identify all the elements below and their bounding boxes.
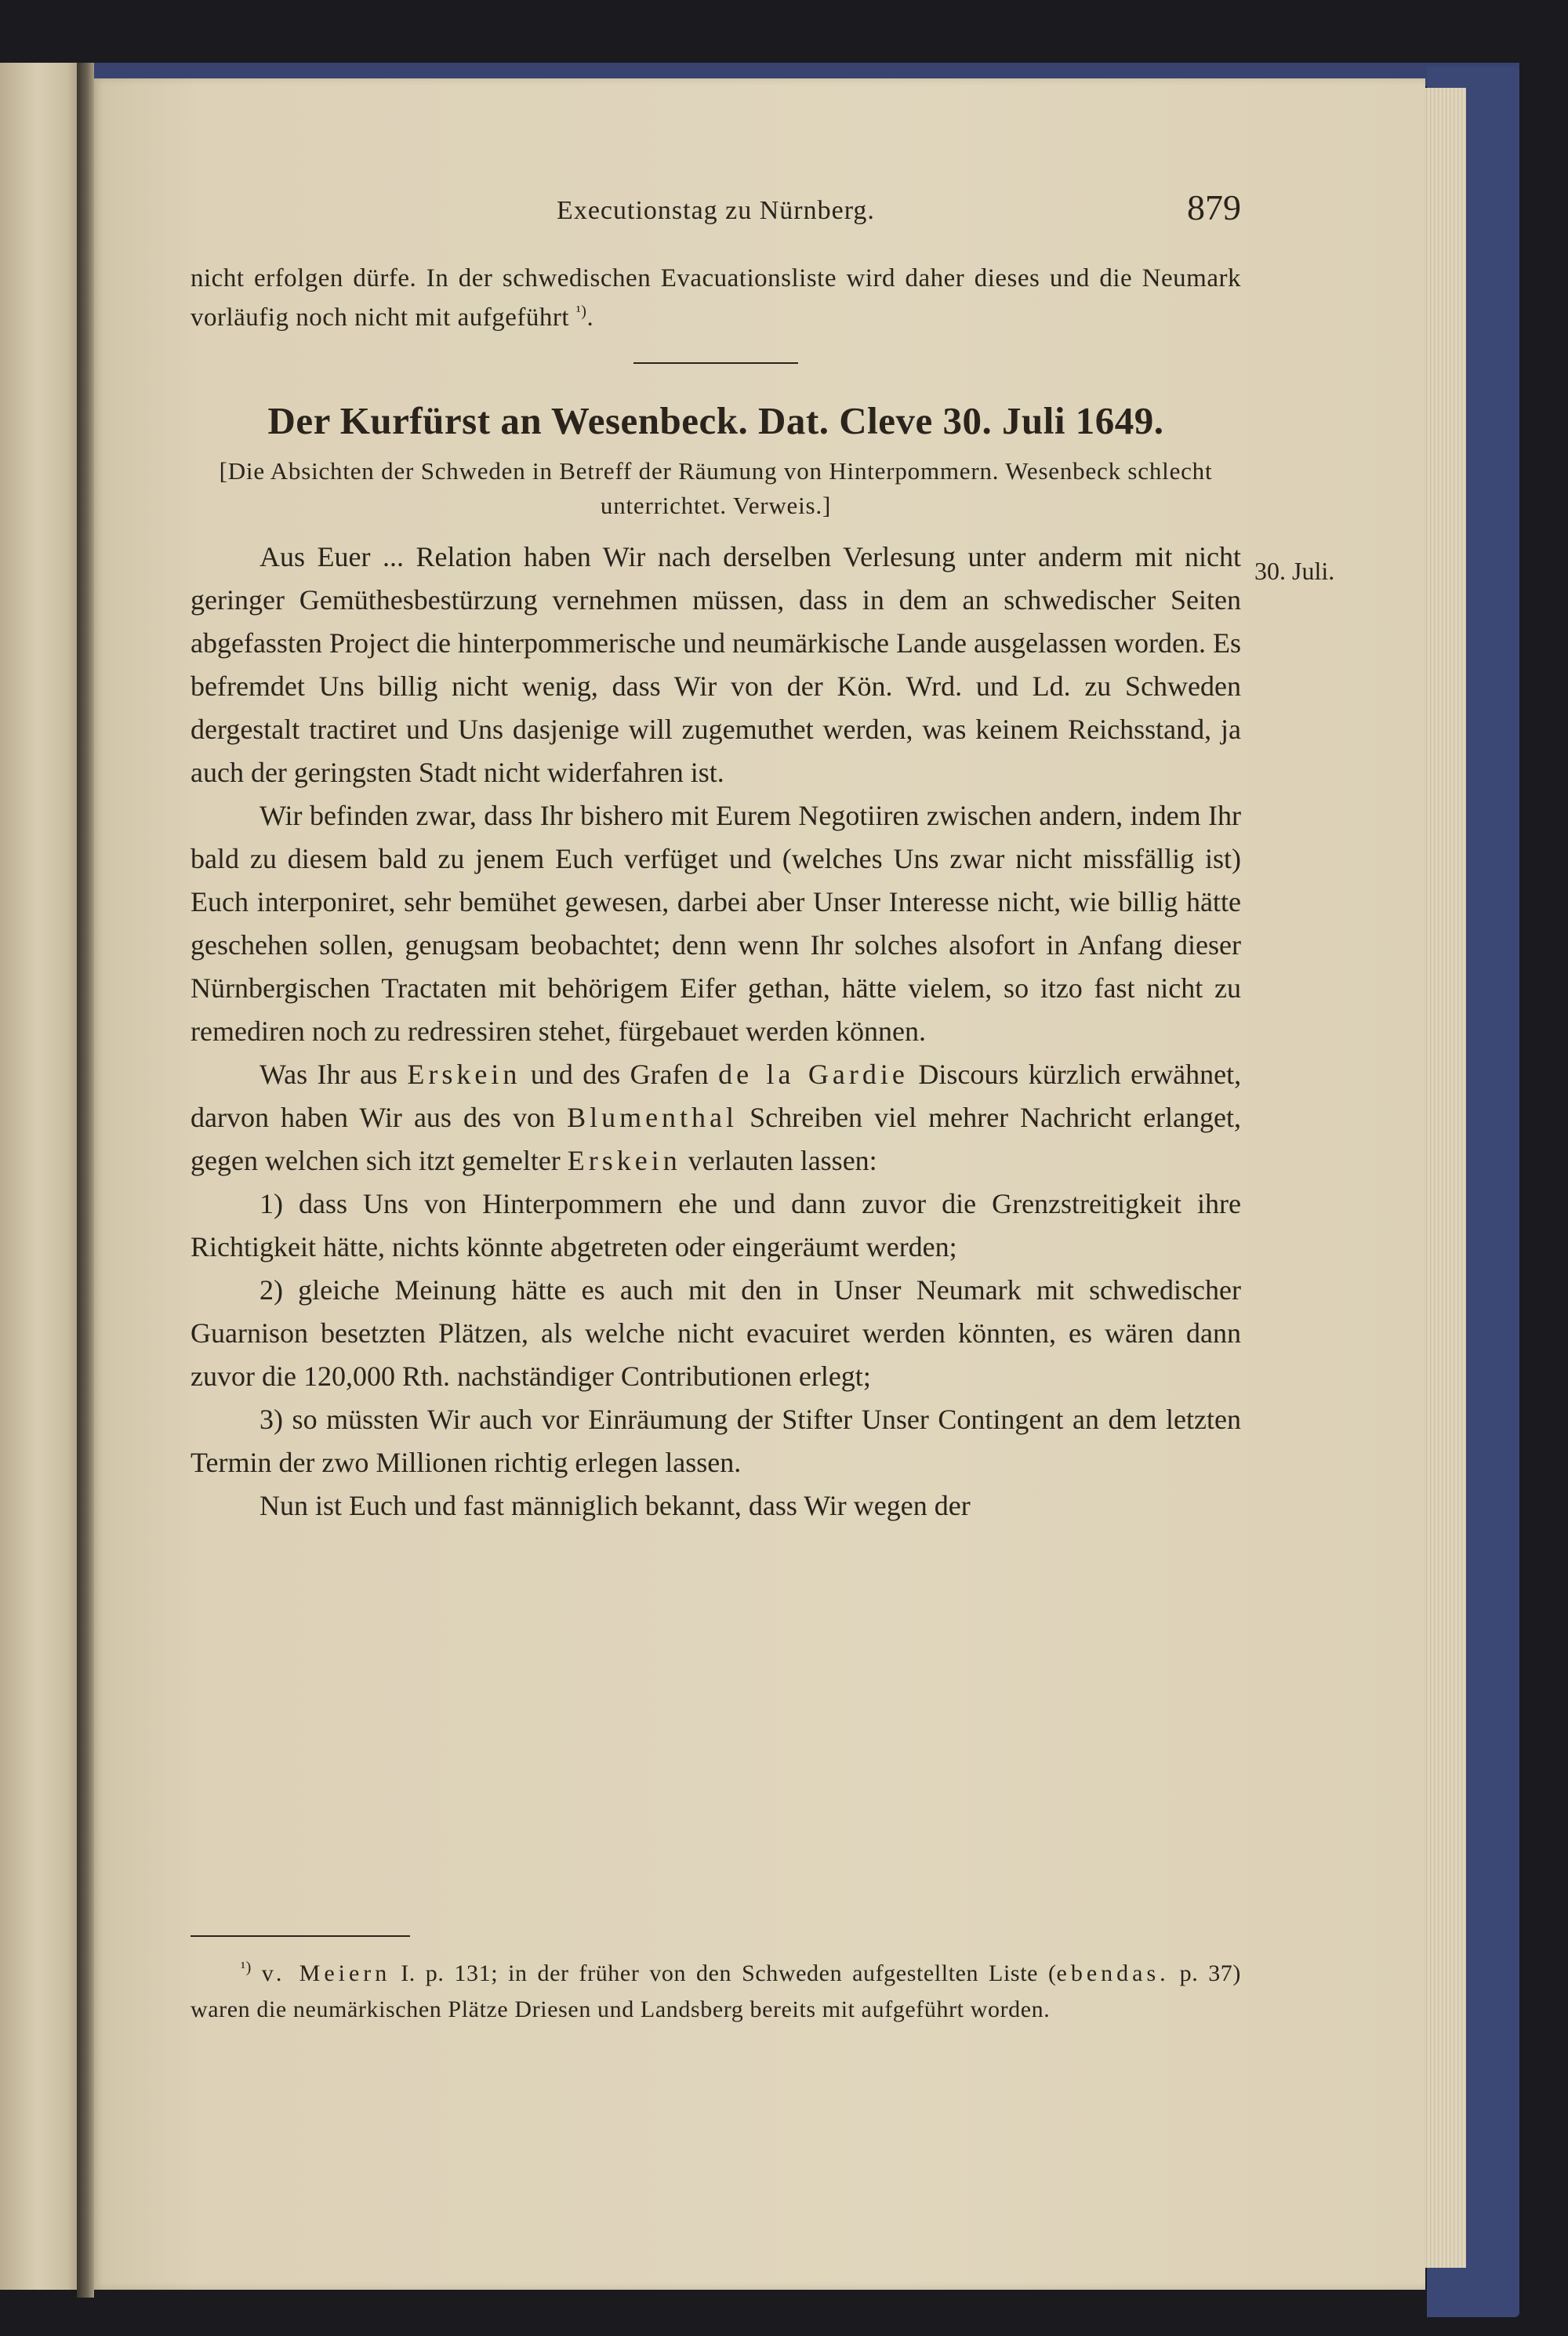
carryover-paragraph <box>191 259 1241 337</box>
footnote-1 <box>191 1956 1241 2028</box>
document-title: Der Kurfürst an Wesenbeck. Dat. Cleve 30. Juli 1649. <box>267 399 1164 442</box>
paragraph-3 <box>191 1053 1241 1183</box>
section-divider <box>633 362 798 364</box>
p3-text-d: Schreiben viel mehrer Nachricht erlanget, gegen welchen sich itzt gemelter <box>191 1102 1241 1176</box>
left-page-edge <box>0 63 85 2290</box>
p3-text-c: Discours kürzlich erwähnet, darvon haben Wir aus des von <box>191 1059 1242 1133</box>
footnote-reference: ¹) <box>575 303 587 320</box>
paragraph-1: Aus Euer ... Relation haben Wir nach derselben Verlesung unter anderm mit nicht geringer Gemüthesbestürzung vernehmen müssen, dass in dem an schwedischer Seiten abgefassten Project die hinterpommerische und neumärkische Lande ausgelassen worden. Es befremdet Uns billig nicht wenig, dass Wir von der Kön. Wrd. und Ld. zu Schweden dergestalt tractiret und Uns dasjenige will zugemuthet werden, was keinem Reichsstand, ja auch der geringsten Stadt nicht widerfahren ist. <box>191 541 1241 788</box>
footnotes <box>191 1956 1241 2028</box>
footnote-text-b: p. 37) waren die neumärkischen Plätze Driesen und Landsberg bereits mit aufgeführt worden. <box>191 1960 1241 2022</box>
name-blumenthal: Blumenthal <box>567 1102 739 1133</box>
p3-text-b: und des Grafen <box>530 1059 709 1090</box>
page-number: 879 <box>1187 187 1241 227</box>
book-gutter <box>77 63 94 2298</box>
margin-date-note: 30. Juli. <box>1254 557 1335 585</box>
running-title: Executionstag zu Nürnberg. <box>557 196 875 225</box>
p3-text-e: verlauten lassen: <box>688 1145 877 1176</box>
footnote-author: v. Meiern <box>261 1960 391 1986</box>
name-de-la-gardie: de la Gardie <box>718 1059 909 1090</box>
list-item-1: 1) dass Uns von Hinterpommern ehe und dann zuvor die Grenzstreitigkeit ihre Richtigkeit hätte, nichts könnte abgetreten oder eingeräumt werden; <box>191 1188 1241 1262</box>
page-text-block <box>191 180 1241 1528</box>
footnote-text-a: I. p. 131; in der früher von den Schweden aufgestellten Liste ( <box>401 1960 1057 1986</box>
paragraph-2: Wir befinden zwar, dass Ihr bishero mit Eurem Negotiiren zwischen andern, indem Ihr bald zu diesem bald zu jenem Euch verfüget und (welches Uns zwar nicht missfällig ist) Euch interponiret, sehr bemühet gewesen, darbei aber Unser Interesse nicht, wie billig hätte geschehen sollen, genugsam beobachtet; denn wenn Ihr solches alsofort in Anfang dieser Nürnbergischen Tractaten mit behörigem Eifer gethan, hätte vielem, so itzo fast nicht zu remediren noch zu redressiren stehet, fürgebauet werden können. <box>191 800 1241 1047</box>
p3-text-a: Was Ihr aus <box>260 1059 397 1090</box>
name-erskein-2: Erskein <box>567 1145 681 1176</box>
footnote-marker: ¹) <box>241 1959 252 1976</box>
running-head <box>191 180 1241 235</box>
document-summary: [Die Absichten der Schweden in Betreff der Räumung von Hinterpommern. Wesenbeck schlecht unterrichtet. Verweis.] <box>219 457 1213 519</box>
paragraph-4: Nun ist Euch und fast männiglich bekannt, dass Wir wegen der <box>260 1490 971 1521</box>
footnote-rule <box>191 1935 410 1937</box>
footnote-ebendas: ebendas. <box>1056 1960 1170 1986</box>
list-item-2: 2) gleiche Meinung hätte es auch mit den in Unser Neumark mit schwedischer Guarnison besetzten Plätzen, als welche nicht evacuiret werden könnten, es wären dann zuvor die 120,000 Rth. nachständiger Contributionen erlegt; <box>191 1274 1241 1392</box>
carryover-end: . <box>586 303 594 332</box>
list-item-3: 3) so müssten Wir auch vor Einräumung der Stifter Unser Contingent an dem letzten Termin der zwo Millionen richtig erlegen lassen. <box>191 1404 1241 1478</box>
carryover-text: nicht erfolgen dürfe. In der schwedischen Evacuationsliste wird daher dieses und die Neumark vorläufig noch nicht mit aufgeführt <box>191 264 1241 332</box>
name-erskein: Erskein <box>407 1059 521 1090</box>
